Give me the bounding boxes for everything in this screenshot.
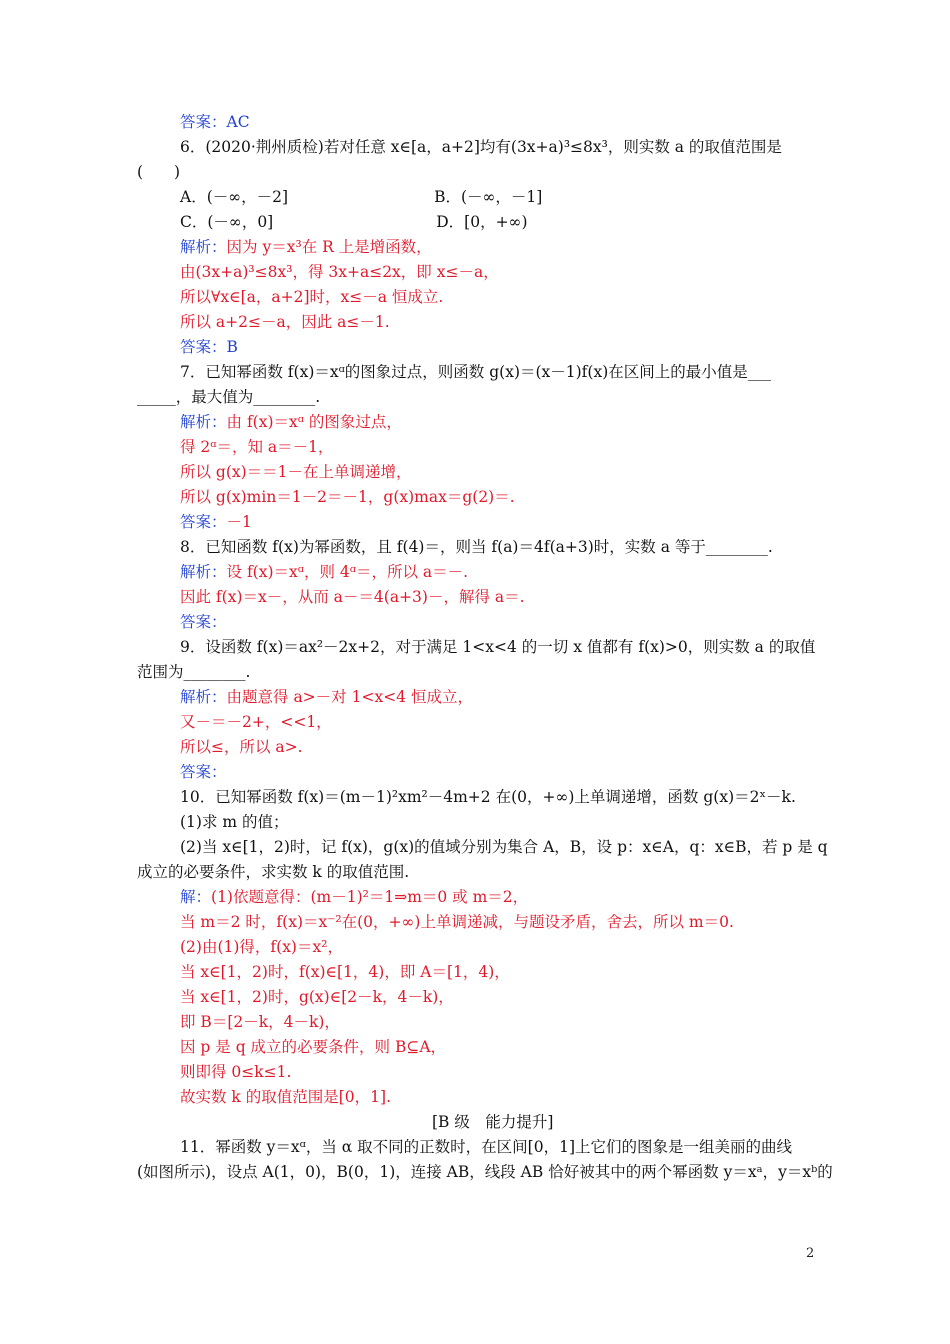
label-text: AC xyxy=(226,113,250,131)
content-text: B．(－∞，－1] xyxy=(434,188,543,206)
text-line xyxy=(0,786,950,808)
text-line xyxy=(0,961,950,983)
content-text: 所以≤，所以 a>. xyxy=(180,738,303,756)
text-line xyxy=(0,511,950,533)
text-line xyxy=(0,486,950,508)
content-text: C．(－∞，0] xyxy=(180,213,274,231)
text-line xyxy=(0,636,950,658)
content-text: (1)依题意得：(m－1)²＝1⇒m＝0 或 m＝2， xyxy=(211,888,529,906)
label-text: 解析： xyxy=(180,413,227,431)
content-text: 11．幂函数 y＝xᵅ，当 α 取不同的正数时，在区间[0，1]上它们的图象是一组美丽的曲线 xyxy=(180,1138,792,1156)
text-line xyxy=(0,236,950,258)
content-text: 设 f(x)＝xᵅ，则 4ᵅ＝，所以 a＝－. xyxy=(226,563,469,581)
text-line xyxy=(0,461,950,483)
text-line xyxy=(0,286,950,308)
content-text: 得 2ᵅ＝，知 a＝－1， xyxy=(180,438,334,456)
text-line xyxy=(0,211,950,233)
content-text: 范围为________. xyxy=(137,663,251,681)
content-text: 由题意得 a>－对 1<x<4 恒成立， xyxy=(226,688,473,706)
text-line xyxy=(0,761,950,783)
text-line xyxy=(0,886,950,908)
text-line xyxy=(0,1086,950,1108)
content-text: 10．已知幂函数 f(x)＝(m－1)²xm²－4m+2 在(0，+∞)上单调递增，函数 g(x)＝2ˣ－k. xyxy=(180,788,796,806)
text-line xyxy=(0,936,950,958)
content-text: 当 x∈[1，2)时，g(x)∈[2－k，4－k)， xyxy=(180,988,454,1006)
text-line xyxy=(0,1111,950,1133)
text-line xyxy=(0,136,950,158)
content-text: 由(3x+a)³≤8x³，得 3x+a≤2x，即 x≤－a， xyxy=(180,263,499,281)
text-line xyxy=(0,1011,950,1033)
label-text: 解析： xyxy=(180,238,227,256)
text-line xyxy=(0,1136,950,1158)
label-text: 解： xyxy=(180,888,212,906)
label-text: 答案： xyxy=(180,513,227,531)
text-line xyxy=(0,386,950,408)
label-text: 答案：B xyxy=(180,338,238,356)
text-line xyxy=(0,911,950,933)
content-text: 9．设函数 f(x)＝ax²－2x+2，对于满足 1<x<4 的一切 x 值都有 f(x)>0，则实数 a 的取值 xyxy=(180,638,816,656)
text-line xyxy=(0,1061,950,1083)
content-text: 则即得 0≤k≤1. xyxy=(180,1063,292,1081)
content-text: 所以 g(x)min＝1－2＝－1，g(x)max＝g(2)＝. xyxy=(180,488,515,506)
content-text: 成立的必要条件，求实数 k 的取值范围. xyxy=(137,863,410,881)
content-text: 8．已知函数 f(x)为幂函数，且 f(4)＝，则当 f(a)＝4f(a+3)时，实数 a 等于________. xyxy=(180,538,773,556)
content-text: (1)求 m 的值； xyxy=(180,813,289,831)
content-text: 又－＝－2+，<<1， xyxy=(180,713,332,731)
text-line xyxy=(0,186,950,208)
text-line xyxy=(0,111,950,133)
text-line xyxy=(0,586,950,608)
content-text: (2)当 x∈[1，2)时，记 f(x)，g(x)的值域分别为集合 A，B，设 p：x∈A，q：x∈B，若 p 是 q xyxy=(180,838,828,856)
content-text: －1 xyxy=(226,513,252,531)
label-text: 答案： xyxy=(180,113,227,131)
text-line xyxy=(0,411,950,433)
content-text: 由 f(x)＝xᵅ 的图象过点， xyxy=(226,413,402,431)
content-text: D．[0，+∞) xyxy=(436,213,528,231)
content-text: 因为 y＝x³在 R 上是增函数， xyxy=(226,238,432,256)
content-text: _____，最大值为________. xyxy=(137,388,321,406)
text-line xyxy=(0,686,950,708)
text-line xyxy=(0,311,950,333)
page-number: 2 xyxy=(806,1246,815,1261)
label-text: 答案： xyxy=(180,613,227,631)
text-line xyxy=(0,711,950,733)
content-text: 7．已知幂函数 f(x)＝xᵅ的图象过点，则函数 g(x)＝(x－1)f(x)在区间上的最小值是___ xyxy=(180,363,772,381)
text-line xyxy=(0,336,950,358)
text-line xyxy=(0,1036,950,1058)
content-text: 因此 f(x)＝x－，从而 a－＝4(a+3)－，解得 a＝. xyxy=(180,588,525,606)
content-text: 即 B＝[2－k，4－k)， xyxy=(180,1013,340,1031)
text-line xyxy=(0,736,950,758)
text-line xyxy=(0,661,950,683)
content-text: 6．(2020·荆州质检)若对任意 x∈[a，a+2]均有(3x+a)³≤8x³，则实数 a 的取值范围是 xyxy=(180,138,782,156)
label-text: 解析： xyxy=(180,563,227,581)
content-text: 当 x∈[1，2)时，f(x)∈[1，4)，即 A＝[1，4)， xyxy=(180,963,510,981)
text-line xyxy=(0,436,950,458)
content-text: ( ) xyxy=(137,163,181,181)
label-text: 答案： xyxy=(180,763,227,781)
text-line xyxy=(0,611,950,633)
content-text: 所以 g(x)＝＝1－在上单调递增， xyxy=(180,463,412,481)
text-line xyxy=(0,161,950,183)
text-line xyxy=(0,261,950,283)
text-line xyxy=(0,1161,950,1183)
content-text: 因 p 是 q 成立的必要条件，则 B⊆A， xyxy=(180,1038,447,1056)
content-text: A．(－∞，－2] xyxy=(180,188,289,206)
text-line xyxy=(0,361,950,383)
content-text: 当 m＝2 时，f(x)＝x⁻²在(0，+∞)上单调递减，与题设矛盾，舍去，所以 m＝0. xyxy=(180,913,734,931)
text-line xyxy=(0,836,950,858)
text-line xyxy=(0,861,950,883)
content-text: 故实数 k 的取值范围是[0，1]. xyxy=(180,1088,391,1106)
text-line xyxy=(0,536,950,558)
content-text: 所以 a+2≤－a，因此 a≤－1. xyxy=(180,313,390,331)
label-text: 解析： xyxy=(180,688,227,706)
text-line xyxy=(0,811,950,833)
content-text: [B 级 能力提升] xyxy=(432,1113,554,1131)
text-line xyxy=(0,561,950,583)
content-text: (如图所示)，设点 A(1，0)，B(0，1)，连接 AB，线段 AB 恰好被其中的两个幂函数 y＝xᵃ，y＝xᵇ的 xyxy=(137,1163,833,1181)
content-text: (2)由(1)得，f(x)＝x²， xyxy=(180,938,343,956)
content-text: 所以∀x∈[a，a+2]时，x≤－a 恒成立. xyxy=(180,288,444,306)
text-line xyxy=(0,986,950,1008)
